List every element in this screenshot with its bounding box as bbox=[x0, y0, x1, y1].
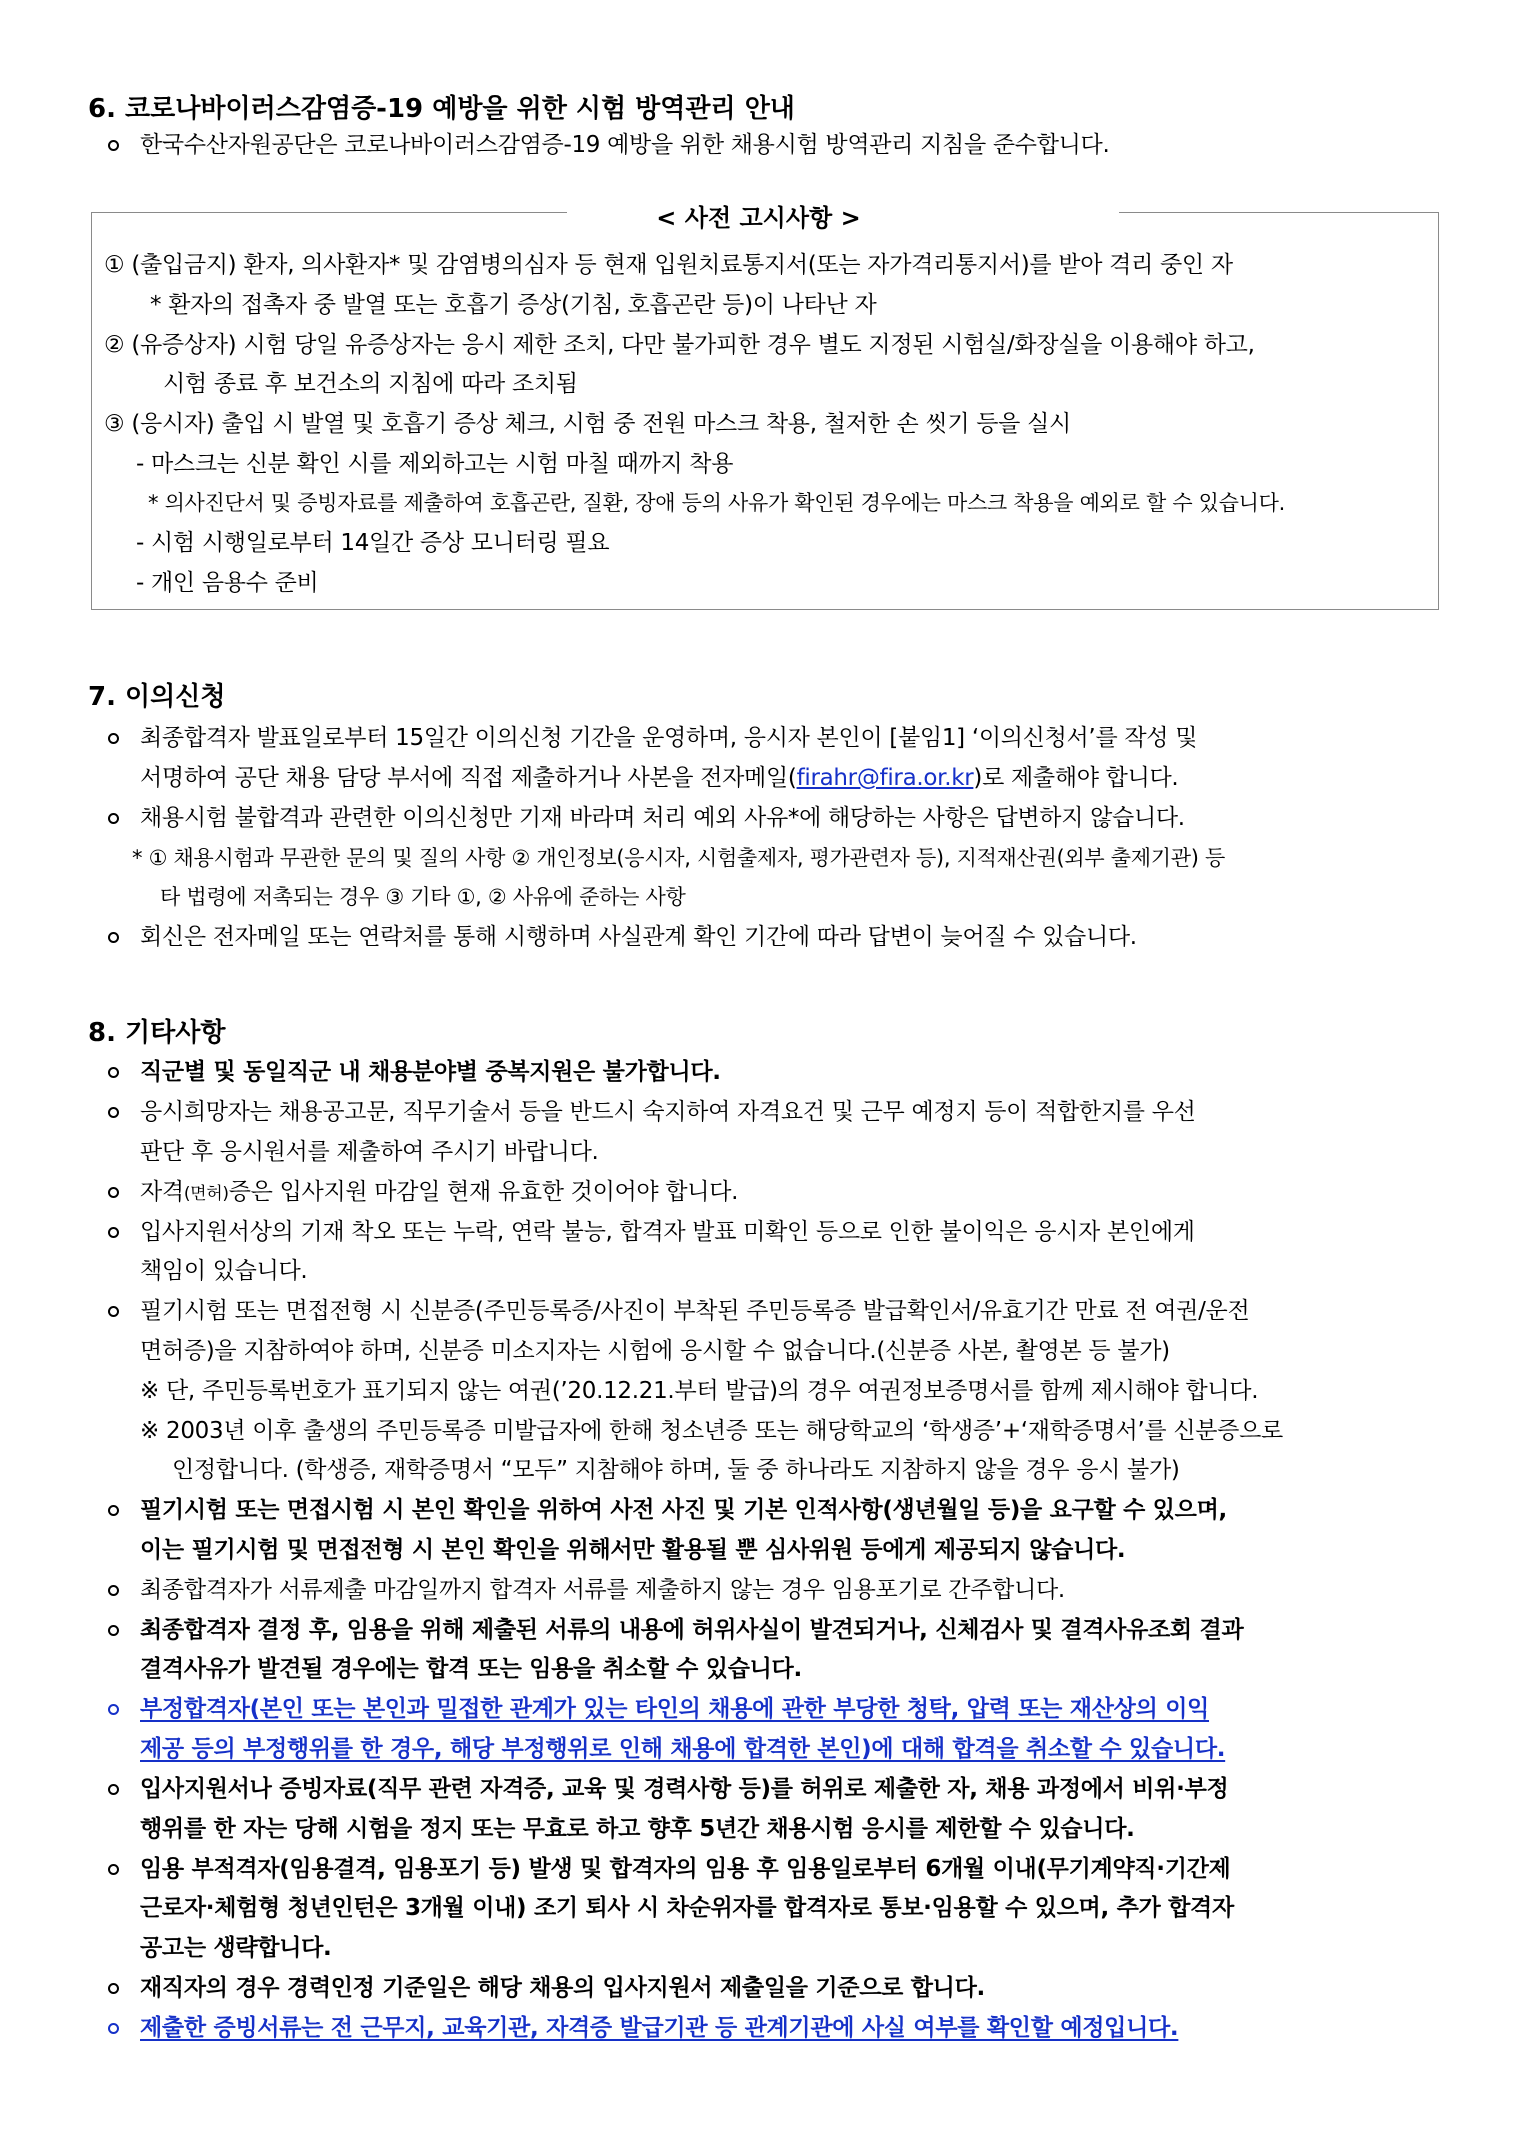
bullet-icon bbox=[108, 932, 119, 943]
s6-line1: 한국수산자원공단은 코로나바이러스감염증-19 예방을 위한 채용시험 방역관리 지침을 준수합니다. bbox=[140, 132, 1110, 158]
section-8-title: 8. 기타사항 bbox=[88, 1018, 226, 1048]
s8-line8: 면허증)을 지참하여야 하며, 신분증 미소지자는 시험에 응시할 수 없습니다.(신분증 사본, 촬영본 등 불가) bbox=[140, 1338, 1170, 1364]
s7-line1: 최종합격자 발표일로부터 15일간 이의신청 기간을 운영하며, 응시자 본인이 [붙임1] ‘이의신청서’를 작성 및 bbox=[140, 725, 1198, 751]
bullet-icon bbox=[108, 1864, 119, 1875]
bullet-icon bbox=[108, 1107, 119, 1118]
s8-line22: 근로자·체험형 청년인턴은 3개월 이내) 조기 퇴사 시 차순위자를 합격자로 통보·임용할 수 있으며, 추가 합격자 bbox=[140, 1895, 1234, 1921]
s7-line2: 서명하여 공단 채용 담당 부서에 직접 제출하거나 사본을 전자메일(firahr@fira.or.kr)로 제출해야 합니다. bbox=[140, 765, 1179, 791]
bullet-icon bbox=[108, 1625, 119, 1636]
s8-line12: 필기시험 또는 면접시험 시 본인 확인을 위하여 사전 사진 및 기본 인적사항(생년월일 등)을 요구할 수 있으며, bbox=[140, 1497, 1227, 1523]
bullet-icon bbox=[108, 1784, 119, 1795]
s8-note-1: ※ 단, 주민등록번호가 표기되지 않는 여권(’20.12.21.부터 발급)의 경우 여권정보증명서를 함께 제시해야 합니다. bbox=[140, 1378, 1259, 1404]
s7-note-2: 타 법령에 저촉되는 경우 ③ 기타 ①, ② 사유에 준하는 사항 bbox=[160, 885, 686, 909]
s8-line24: 재직자의 경우 경력인정 기준일은 해당 채용의 입사지원서 제출일을 기준으로 합니다. bbox=[140, 1975, 985, 2001]
s8-line15: 최종합격자 결정 후, 임용을 위해 제출된 서류의 내용에 허위사실이 발견되거나, 신체검사 및 결격사유조회 결과 bbox=[140, 1617, 1244, 1643]
bullet-icon bbox=[108, 1704, 119, 1715]
s8-line14: 최종합격자가 서류제출 마감일까지 합격자 서류를 제출하지 않는 경우 임용포기로 간주합니다. bbox=[140, 1577, 1065, 1603]
notice-item-2: ② (유증상자) 시험 당일 유증상자는 응시 제한 조치, 다만 불가피한 경우 별도 지정된 시험실/화장실을 이용해야 하고, bbox=[104, 332, 1255, 358]
bullet-icon bbox=[108, 1983, 119, 1994]
bullet-icon bbox=[108, 1227, 119, 1238]
bullet-icon bbox=[108, 2023, 119, 2034]
bullet-icon bbox=[108, 1306, 119, 1317]
section-6-title: 6. 코로나바이러스감염증-19 예방을 위한 시험 방역관리 안내 bbox=[88, 94, 795, 124]
notice-box-title: < 사전 고시사항 > bbox=[656, 204, 861, 232]
s7-line6: 회신은 전자메일 또는 연락처를 통해 시행하며 사실관계 확인 기간에 따라 답변이 늦어질 수 있습니다. bbox=[140, 924, 1137, 950]
s8-line16: 결격사유가 발견될 경우에는 합격 또는 임용을 취소할 수 있습니다. bbox=[140, 1656, 802, 1682]
s7-line3: 채용시험 불합격과 관련한 이의신청만 기재 바라며 처리 예외 사유*에 해당하는 사항은 답변하지 않습니다. bbox=[140, 805, 1185, 831]
notice-item-3-a: - 마스크는 신분 확인 시를 제외하고는 시험 마칠 때까지 착용 bbox=[136, 451, 734, 477]
s8-line7: 필기시험 또는 면접전형 시 신분증(주민등록증/사진이 부착된 주민등록증 발급확인서/유효기간 만료 전 여권/운전 bbox=[140, 1298, 1250, 1324]
s7-note-1: * ① 채용시험과 무관한 문의 및 질의 사항 ② 개인정보(응시자, 시험출제자, 평가관련자 등), 지적재산권(외부 출제기관) 등 bbox=[132, 846, 1225, 870]
bullet-icon bbox=[108, 140, 119, 151]
bullet-icon bbox=[108, 733, 119, 744]
bullet-icon bbox=[108, 1187, 119, 1198]
s8-line21: 임용 부적격자(임용결격, 임용포기 등) 발생 및 합격자의 임용 후 임용일로부터 6개월 이내(무기계약직·기간제 bbox=[140, 1856, 1231, 1882]
section-7-title: 7. 이의신청 bbox=[88, 682, 226, 712]
bullet-icon bbox=[108, 813, 119, 824]
notice-item-3-b: - 시험 시행일로부터 14일간 증상 모니터링 필요 bbox=[136, 530, 610, 556]
s8-line1: 직군별 및 동일직군 내 채용분야별 중복지원은 불가합니다. bbox=[140, 1059, 721, 1085]
s8-line19: 입사지원서나 증빙자료(직무 관련 자격증, 교육 및 경력사항 등)를 허위로 제출한 자, 채용 과정에서 비위·부정 bbox=[140, 1776, 1229, 1802]
notice-item-2-cont: 시험 종료 후 보건소의 지침에 따라 조치됨 bbox=[163, 371, 578, 397]
s8-line4: 자격(면허)증은 입사지원 마감일 현재 유효한 것이어야 합니다. bbox=[140, 1179, 739, 1205]
s8-line17: 부정합격자(본인 또는 본인과 밀접한 관계가 있는 타인의 채용에 관한 부당한 청탁, 압력 또는 재산상의 이익 bbox=[140, 1696, 1210, 1722]
s8-line5: 입사지원서상의 기재 착오 또는 누락, 연락 불능, 합격자 발표 미확인 등으로 인한 불이익은 응시자 본인에게 bbox=[140, 1219, 1195, 1245]
s8-line20: 행위를 한 자는 당해 시험을 정지 또는 무효로 하고 향후 5년간 채용시험 응시를 제한할 수 있습니다. bbox=[140, 1816, 1135, 1842]
bullet-icon bbox=[108, 1585, 119, 1596]
email-link[interactable]: firahr@fira.or.kr bbox=[796, 765, 974, 791]
s8-line3: 판단 후 응시원서를 제출하여 주시기 바랍니다. bbox=[140, 1139, 599, 1165]
notice-item-3-note: * 의사진단서 및 증빙자료를 제출하여 호흡곤란, 질환, 장애 등의 사유가 확인된 경우에는 마스크 착용을 예외로 할 수 있습니다. bbox=[148, 491, 1286, 515]
notice-item-3: ③ (응시자) 출입 시 발열 및 호흡기 증상 체크, 시험 중 전원 마스크 착용, 철저한 손 씻기 등을 실시 bbox=[104, 411, 1071, 437]
s8-line18: 제공 등의 부정행위를 한 경우, 해당 부정행위로 인해 채용에 합격한 본인)에 대해 합격을 취소할 수 있습니다. bbox=[140, 1736, 1226, 1762]
s8-line23: 공고는 생략합니다. bbox=[140, 1935, 332, 1961]
bullet-icon bbox=[108, 1505, 119, 1516]
notice-item-1: ① (출입금지) 환자, 의사환자* 및 감염병의심자 등 현재 입원치료통지서(또는 자가격리통지서)를 받아 격리 중인 자 bbox=[104, 252, 1233, 278]
s8-note-2: ※ 2003년 이후 출생의 주민등록증 미발급자에 한해 청소년증 또는 해당학교의 ‘학생증’+‘재학증명서’를 신분증으로 bbox=[140, 1418, 1283, 1444]
notice-note-1: * 환자의 접촉자 중 발열 또는 호흡기 증상(기침, 호흡곤란 등)이 나타난 자 bbox=[150, 292, 877, 318]
bullet-icon bbox=[108, 1067, 119, 1078]
s8-note-2-cont: 인정합니다. (학생증, 재학증명서 “모두” 지참해야 하며, 둘 중 하나라도 지참하지 않을 경우 응시 불가) bbox=[172, 1457, 1180, 1483]
s8-line25: 제출한 증빙서류는 전 근무지, 교육기관, 자격증 발급기관 등 관계기관에 사실 여부를 확인할 예정입니다. bbox=[140, 2015, 1179, 2041]
notice-item-3-c: - 개인 음용수 준비 bbox=[136, 570, 319, 596]
s8-line13: 이는 필기시험 및 면접전형 시 본인 확인을 위해서만 활용될 뿐 심사위원 등에게 제공되지 않습니다. bbox=[140, 1537, 1126, 1563]
s8-line2: 응시희망자는 채용공고문, 직무기술서 등을 반드시 숙지하여 자격요건 및 근무 예정지 등이 적합한지를 우선 bbox=[140, 1099, 1196, 1125]
s8-line6: 책임이 있습니다. bbox=[140, 1258, 308, 1284]
